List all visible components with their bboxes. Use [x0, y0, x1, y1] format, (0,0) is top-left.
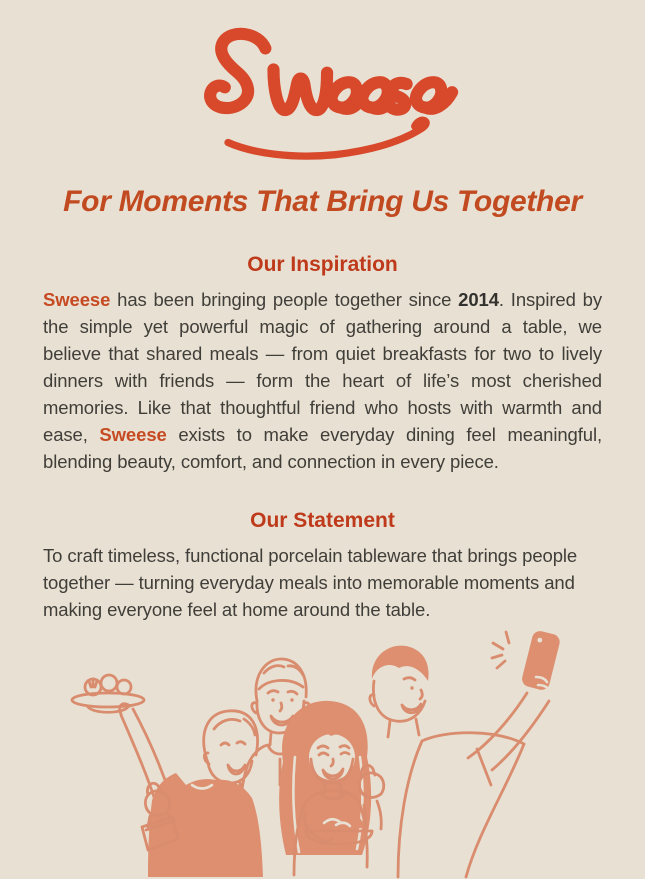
brand-logo: [43, 0, 602, 167]
plate-of-dumplings: [72, 675, 144, 712]
paragraph-text: exists to make everyday dining feel meaningful, blending beauty, comfort, and connection in every piece.: [43, 424, 602, 472]
figure-front-woman: [279, 701, 384, 875]
year-founded-text: 2014: [458, 289, 499, 310]
statement-paragraph: To craft timeless, functional porcelain tableware that brings people together — turning everyday meals into memorable moments and making everyone feel at home around the table.: [43, 545, 578, 620]
tagline-headline: For Moments That Bring Us Together: [63, 185, 582, 218]
inspiration-paragraph: [43, 286, 602, 475]
selfie-phone-icon: [520, 629, 561, 691]
inspiration-heading: Our Inspiration: [247, 253, 398, 276]
figure-right-man: [370, 629, 561, 877]
logo-underline-swoosh: [228, 120, 426, 156]
paragraph-text: has been bringing people together since: [110, 289, 459, 310]
paragraph-text: . Inspired by the simple yet powerful magic of gathering around a table, we believe that shared meals — from quiet breakfasts for two to lively dinners with friends — form the heart of life’s most cherished memories. Like that thoughtful friend who hosts with warmth and ease,: [43, 289, 602, 445]
right-man-shoulders: [422, 733, 524, 744]
left-woman-smile: [228, 765, 245, 774]
brand-name-text: Sweese: [99, 424, 167, 445]
statement-heading: Our Statement: [250, 509, 395, 532]
logo-letter-s-small: [391, 83, 406, 110]
statement-section: [43, 509, 602, 623]
inspiration-section: [43, 253, 602, 475]
right-man-face: [373, 681, 425, 721]
brand-name-text: Sweese: [43, 289, 111, 310]
right-man-smile: [402, 704, 421, 713]
figure-left-woman: [72, 675, 263, 877]
right-man-hair: [372, 646, 429, 681]
camera-flash-sparkle-icon: [492, 632, 509, 668]
logo-letter-s-capital: [210, 34, 265, 108]
logo-letter-w: [273, 69, 327, 110]
illustration-friends-selfie: [0, 617, 645, 879]
logo-letter-e1-tail: [340, 102, 358, 109]
sweese-logo-wordmark: [187, 24, 459, 162]
